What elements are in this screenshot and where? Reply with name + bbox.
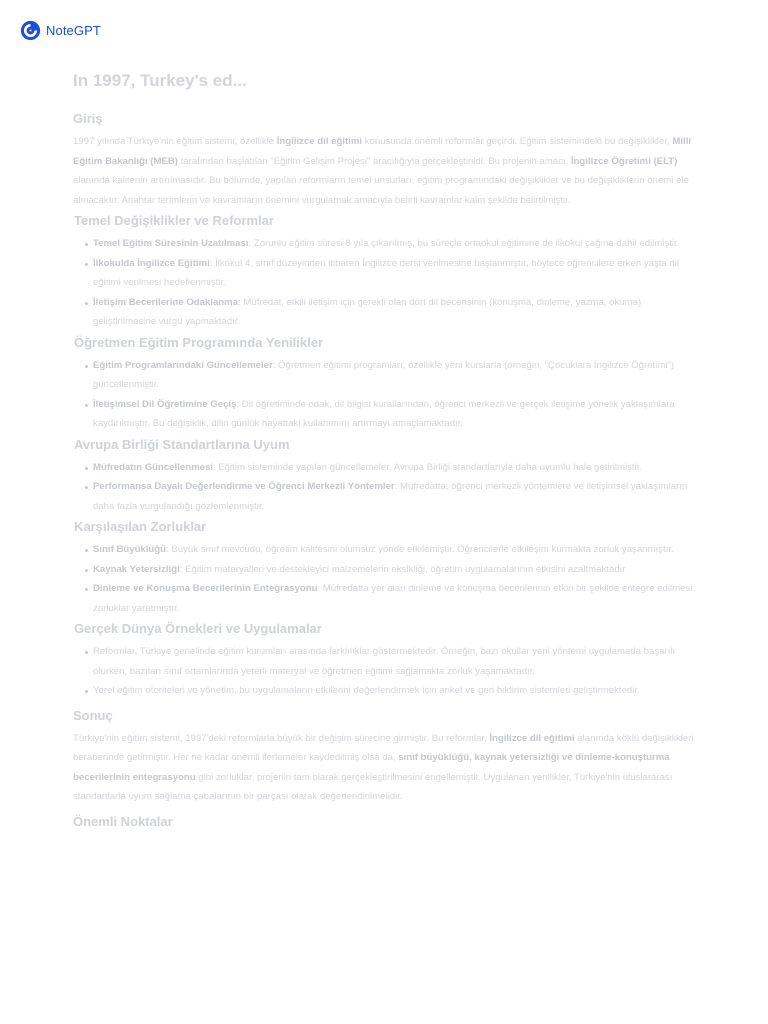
list-item-text: : Müfredat, etkili iletişim için gerekli olan dört dil becerisinin (konuşma, dinleme, yazma, okuma) geliştirilmesine vurgu yapmaktadır. (93, 296, 642, 327)
text-run: konusunda önemli reformlar geçirdi. Eğitim sistemindeki bu değişiklikler, (362, 136, 673, 147)
text-run: gibi zorluklar, projenin tam olarak gerçekleştirilmesini engellemiştir. Uygulanan yenilikler, Türkiye'nin uluslararası standartlarla uyum sağlama çabalarının bir parçası olarak değerlendirilmelidir. (73, 771, 673, 802)
list-item-text: Yerel eğitim otoriteleri ve yönetim, bu uygulamaların etkilerini değerlendirmek için anket ve geri bildirim sistemleri geliştirmektedir. (93, 685, 640, 696)
notegpt-logo-icon (20, 20, 41, 41)
list-item-text: : İlkokul 4. sınıf düzeyinden itibaren İngilizce dersi verilmesine başlanmıştır, böylece öğrencilere erken yaşta dil eğitimi verilmesi hedeflenmiştir. (93, 257, 680, 288)
list-item (85, 477, 695, 516)
top-bar (0, 0, 768, 62)
list-item-text: : Büyük sınıf mevcudu, öğretim kalitesini olumsuz yönde etkilemiştir. Öğrencilerle etkileşim kurmakta zorluk yaşanmıştır. (166, 544, 674, 555)
list-item-text: : Dil öğretiminde odak, dil bilgisi kurallarından, öğrenci merkezli ve gerçek iletişime yönelik yaklaşımlara kaydırılmıştır. Bu değişiklik, dilin günlük hayattaki kullanımını artırmayı amaçlamaktadır. (93, 398, 675, 429)
bold-term: Milli Eğitim Bakanlığı (MEB) (73, 136, 692, 167)
list-item-label: Kaynak Yetersizliği (93, 563, 180, 575)
list-item-text: : Zorunlu eğitim süresi 8 yıla çıkarılmış, bu süreçle ortaokul eğitimine de ilkokul çağına dahil edilmiştir. (248, 238, 680, 249)
key-points-heading: Önemli Noktalar (73, 813, 173, 829)
list-item (85, 560, 695, 580)
list-item-label: Performansa Dayalı Değerlendirme ve Öğrenci Merkezli Yöntemler (93, 481, 395, 492)
sections-container (73, 212, 695, 701)
list-item (85, 356, 695, 395)
list-item (85, 293, 695, 332)
list-item-text: : Eğitim sisteminde yapılan güncellemeler, Avrupa Birliği standartlarıyla daha uyumlu hale getirilmiştir. (212, 461, 643, 473)
list-item (85, 395, 695, 434)
brand-logo-link[interactable] (20, 20, 101, 41)
text-run: 1997 yılında Türkiye'nin eğitim sistemi, özellikle (73, 136, 277, 147)
list-item (85, 642, 695, 681)
section-list (73, 458, 695, 517)
list-item-label: Sınıf Büyüklüğü (93, 544, 167, 555)
list-item (85, 458, 695, 478)
intro-paragraph (73, 132, 695, 210)
list-item (85, 254, 695, 293)
list-item-text: Reformlar, Türkiye genelinde eğitim kurumları arasında farklılıklar göstermektedir. Örneğin, bazı okullar yeni yöntemi uygulamada başarılı olurken, bazıları sınıf ortamlarında yeterli materyal ve öğretmen eğitimi sağlamakta zorluk yaşamaktadır. (93, 646, 676, 677)
intro-heading: Giriş (73, 111, 103, 126)
list-item-text: : Eğitim materyalleri ve destekleyici malzemelerin eksikliği, öğretim uygulamalarının etkisini azaltmaktadır. (179, 563, 628, 575)
list-item (85, 681, 695, 701)
brand-name: NoteGPT (46, 23, 101, 38)
text-run: alanında köklü değişiklikleri beraberinde getirmiştir. Her ne kadar önemli ilerlemeler kaydedilmiş olsa da, (73, 732, 694, 763)
list-item-text: : Müfredatta yer alan dinleme ve konuşma becerilerinin etkin bir şekilde entegre edilmesi zorluklar yaratmıştır. (93, 583, 693, 614)
document-content (73, 66, 695, 835)
list-item-text: : Müfredatta, öğrenci merkezli yöntemlere ve iletişimsel yaklaşımların daha fazla vurgulandığı gözlemlenmiştir. (93, 481, 688, 512)
section-list (73, 234, 695, 332)
bold-term: İngilizce dil eğitimi (489, 732, 575, 744)
section-list (73, 642, 695, 701)
bold-term: İngilizce dil eğitimi (276, 136, 363, 147)
text-run: tarafından başlatılan "Eğitim Gelişim Projesi" aracılığıyla gerçekleştirildi. Bu projenin amacı, (178, 155, 571, 167)
bold-term: sınıf büyüklüğü, kaynak yetersizliği ve dinleme-konuşturma becerilerinin entegrasyonu (73, 752, 670, 783)
section-heading: Karşılaşılan Zorluklar (74, 519, 207, 534)
conclusion-heading: Sonuç (73, 707, 113, 723)
list-item (85, 540, 695, 560)
list-item-text: : Öğretmen eğitimi programları, özellikle yeni kurslarla (örneğin, "Çocuklara İngilizce Öğretimi") güncellenmiştir. (93, 359, 675, 390)
section-heading: Avrupa Birliği Standartlarına Uyum (74, 436, 290, 452)
list-item (85, 234, 695, 254)
list-item (85, 579, 695, 618)
section-heading: Temel Değişiklikler ve Reformlar (74, 213, 274, 228)
list-item-label: İlkokulda İngilizce Eğitimi (93, 257, 210, 269)
list-item-label: Müfredatın Güncellenmesi (93, 461, 213, 473)
document-title: In 1997, Turkey's ed... (73, 71, 247, 90)
section-heading: Gerçek Dünya Örnekleri ve Uygulamalar (74, 621, 322, 636)
text-run: Türkiye'nin eğitim sistemi, 1997'deki reformlarla büyük bir değişim sürecine girmiştir. Bu reformlar, (73, 732, 490, 744)
list-item-label: Eğitim Programlarındaki Güncellemeler (93, 359, 273, 371)
list-item-label: İletişimsel Dil Öğretimine Geçiş (93, 398, 237, 410)
text-run: alanında kalitenin artırılmasıdır. Bu bölümde, yapılan reformların temel unsurları, eğitim programındaki değişiklikler ve bu değişikliklerin önemi ele alınacaktır. Anahtar terimlerin ve kavramların önemini vurgulamak amacıyla belirli kavramlar kalın şekilde belirtilmiştir. (73, 175, 689, 206)
conclusion-paragraph (73, 729, 695, 807)
list-item-label: Dinleme ve Konuşma Becerilerinin Entegrasyonu (93, 583, 318, 594)
section-heading: Öğretmen Eğitim Programında Yenilikler (74, 334, 323, 350)
list-item-label: Temel Eğitim Süresinin Uzatılması (93, 238, 249, 249)
bold-term: İngilizce Öğretimi (ELT) (570, 155, 678, 167)
list-item-label: İletişim Becerilerine Odaklanma (93, 296, 239, 308)
section-list (73, 356, 695, 434)
section-list (73, 540, 695, 618)
